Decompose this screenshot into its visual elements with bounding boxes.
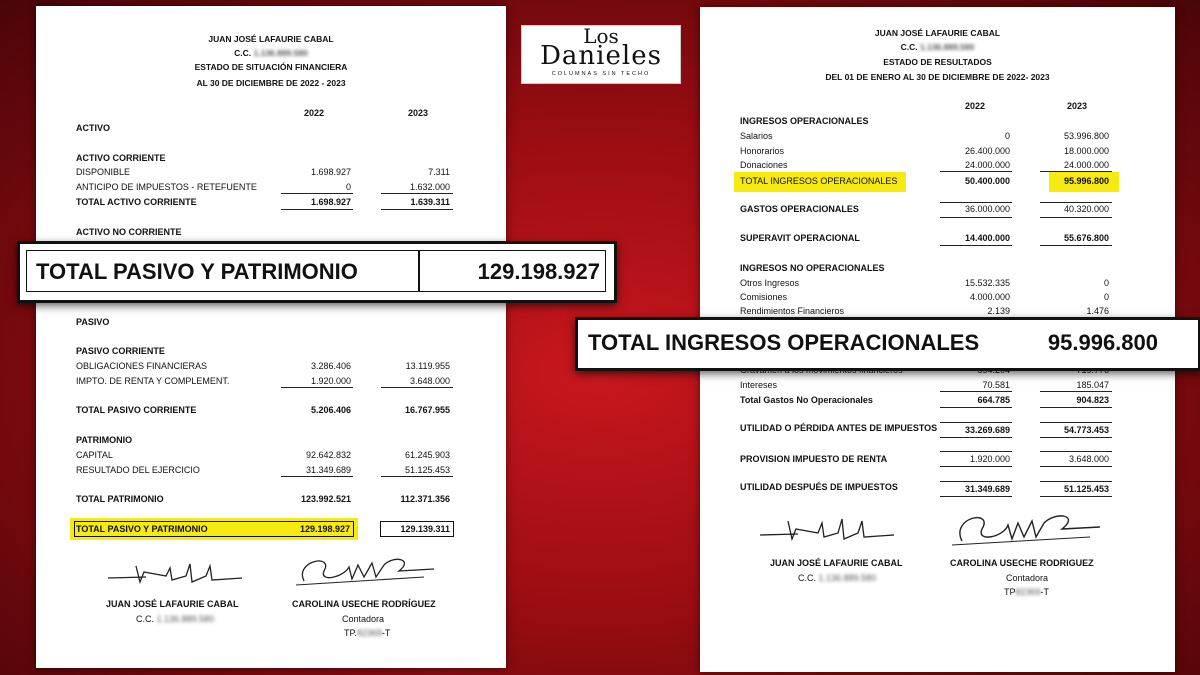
underline	[1040, 245, 1112, 246]
doc-owner-name: JUAN JOSÉ LAFAURIE CABAL	[208, 34, 334, 44]
underline	[1040, 391, 1112, 392]
row-value-2022: 92.642.832	[305, 450, 351, 460]
underline	[940, 466, 1012, 467]
row-value-2022: 15.532.335	[964, 278, 1010, 288]
row-value-2023: 51.125.453	[1063, 484, 1109, 494]
row-label: ANTICIPO DE IMPUESTOS - RETEFUENTE	[76, 182, 257, 192]
underline	[281, 193, 353, 194]
underline	[381, 476, 453, 477]
signer2-tp: TP82369-T	[1004, 587, 1050, 597]
row-value-2023: 53.996.800	[1063, 131, 1109, 141]
row-value-2023: 54.773.453	[1063, 425, 1109, 435]
underline	[281, 476, 353, 477]
underline	[940, 422, 1012, 423]
callout-total-pasivo-patrimonio	[17, 241, 617, 303]
row-value-2023: 129.139.311	[400, 524, 450, 534]
section-ingresos-no-operacionales: INGRESOS NO OPERACIONALES	[740, 263, 885, 273]
row-value-2022: 14.400.000	[964, 233, 1010, 243]
row-value-2023: 904.823	[1076, 395, 1109, 405]
doc-owner-name: JUAN JOSÉ LAFAURIE CABAL	[874, 28, 1001, 38]
year-2022-header: 2022	[965, 101, 986, 111]
row-label: TOTAL INGRESOS OPERACIONALES	[740, 176, 898, 186]
underline	[1040, 466, 1112, 467]
signer1-name: JUAN JOSÉ LAFAURIE CABAL	[106, 599, 239, 609]
signer2-tp: TP.82369-T	[344, 628, 391, 638]
signature-lafaurie-icon	[106, 558, 246, 586]
underline	[1040, 217, 1112, 218]
row-label: CAPITAL	[76, 450, 113, 460]
section-ingresos-operacionales: INGRESOS OPERACIONALES	[740, 116, 869, 126]
row-value-2022: 129.198.927	[299, 524, 350, 534]
row-value-2022: 24.000.000	[964, 160, 1010, 170]
doc-title: ESTADO DE SITUACIÓN FINANCIERA	[194, 62, 348, 72]
logo-line1: Los	[583, 24, 619, 48]
row-label: SUPERAVIT OPERACIONAL	[740, 233, 860, 243]
signer1-id: C.C. 1.136.889.580	[136, 614, 215, 624]
row-value-2023: 112.371.356	[400, 494, 450, 504]
row-value-2022: 664.785	[977, 395, 1010, 405]
row-value-2022: 31.349.689	[305, 465, 351, 475]
row-value-2022: 4.000.000	[969, 292, 1010, 302]
row-label: UTILIDAD DESPUÉS DE IMPUESTOS	[740, 482, 898, 492]
doc-owner-id: C.C. 1.136.889.580	[900, 42, 975, 52]
underline	[381, 387, 453, 388]
underline	[940, 481, 1012, 482]
underline	[1040, 451, 1112, 452]
balance-sheet-document	[36, 6, 506, 668]
row-value-2023: 18.000.000	[1063, 146, 1109, 156]
row-value-2022: 3.286.406	[310, 361, 351, 371]
row-value-2023: 7.311	[428, 167, 450, 177]
row-value-2023: 1.639.311	[410, 197, 450, 207]
row-label: PROVISION IMPUESTO DE RENTA	[740, 454, 888, 464]
underline	[1040, 481, 1112, 482]
row-value-2022: 0	[345, 182, 351, 192]
doc-period: DEL 01 DE ENERO AL 30 DE DICIEMBRE DE 2022- 2023	[825, 72, 1050, 82]
row-value-2023: 1.476	[1086, 306, 1109, 316]
section-patrimonio: PATRIMONIO	[76, 435, 133, 445]
underline	[940, 451, 1012, 452]
year-2023-header: 2023	[408, 108, 429, 118]
underline	[1040, 437, 1112, 438]
row-value-2022: 26.400.000	[964, 146, 1010, 156]
underline	[1040, 202, 1112, 203]
logo-line2: Danieles	[540, 41, 662, 71]
row-value-2023: 24.000.000	[1063, 160, 1109, 170]
row-value-2022: 1.920.000	[969, 454, 1010, 464]
row-value-2022: 36.000.000	[964, 204, 1010, 214]
row-value-2023: 40.320.000	[1063, 204, 1109, 214]
section-pasivo-corriente: PASIVO CORRIENTE	[76, 346, 165, 356]
doc-title: ESTADO DE RESULTADOS	[883, 57, 992, 67]
row-label: Otros Ingresos	[740, 278, 800, 288]
los-danieles-logo	[521, 25, 681, 84]
callout-label: TOTAL INGRESOS OPERACIONALES	[588, 330, 980, 355]
signature-useche-icon	[950, 507, 1110, 552]
underline	[1040, 422, 1112, 423]
row-label: UTILIDAD O PÉRDIDA ANTES DE IMPUESTOS	[740, 423, 938, 433]
row-label: Donaciones	[740, 160, 788, 170]
row-label: Intereses	[740, 380, 778, 390]
signer2-name: CAROLINA USECHE RODRIGUEZ	[950, 558, 1094, 568]
row-value-2023: 0	[1103, 292, 1109, 302]
doc-period: AL 30 DE DICIEMBRE DE 2022 - 2023	[196, 78, 346, 88]
doc-owner-id: C.C. 1.136.889.580	[234, 48, 308, 58]
row-value-2023: 55.676.800	[1063, 233, 1109, 243]
signer2-name: CAROLINA USECHE RODRÍGUEZ	[292, 599, 436, 609]
signer2-role: Contadora	[1006, 573, 1049, 583]
row-value-2022: 0	[1004, 131, 1010, 141]
row-label: Total Gastos No Operacionales	[740, 395, 873, 405]
section-activo: ACTIVO	[76, 123, 111, 133]
row-value-2022: 70.581	[982, 380, 1010, 390]
row-label: Rendimientos Financieros	[740, 306, 845, 316]
row-value-2022: 123.992.521	[300, 494, 351, 504]
underline	[940, 171, 1012, 172]
row-value-2022: 1.698.927	[310, 197, 351, 207]
callout-divider	[418, 250, 420, 291]
row-value-2023: 13.119.955	[405, 361, 450, 371]
row-value-2022: 50.400.000	[964, 176, 1010, 186]
row-value-2022: 2.139	[987, 306, 1010, 316]
row-value-2022: 33.269.689	[964, 425, 1010, 435]
underline	[940, 407, 1012, 408]
row-value-2022: 1.698.927	[310, 167, 351, 177]
row-label: Honorarios	[740, 146, 785, 156]
year-2022-header: 2022	[304, 108, 325, 118]
row-label: IMPTO. DE RENTA Y COMPLEMENT.	[76, 376, 230, 386]
signature-lafaurie-icon	[758, 513, 898, 543]
row-value-2023: 61.245.903	[404, 450, 450, 460]
signer1-id: C.C. 1.136.889.580	[798, 573, 877, 583]
row-value-2023: 3.648.000	[1068, 454, 1109, 464]
row-label: TOTAL PASIVO Y PATRIMONIO	[76, 524, 208, 534]
row-label: DISPONIBLE	[76, 167, 131, 177]
row-value-2023: 185.047	[1076, 380, 1109, 390]
signature-useche-icon	[294, 551, 444, 591]
underline	[940, 217, 1012, 218]
row-value-2022: 31.349.689	[964, 484, 1010, 494]
section-activo-corriente: ACTIVO CORRIENTE	[76, 153, 166, 163]
row-value-2023: 1.632.000	[409, 182, 450, 192]
underline	[1040, 496, 1112, 497]
row-value-2023: 3.648.000	[409, 376, 450, 386]
underline	[381, 193, 453, 194]
callout-total-ingresos-operacionales	[575, 317, 1200, 371]
year-2023-header: 2023	[1067, 101, 1088, 111]
signer2-role: Contadora	[342, 614, 385, 624]
underline	[381, 209, 453, 210]
row-label: TOTAL PATRIMONIO	[76, 494, 164, 504]
callout-label: TOTAL PASIVO Y PATRIMONIO	[36, 259, 358, 284]
section-activo-no-corriente: ACTIVO NO CORRIENTE	[76, 227, 182, 237]
underline	[281, 387, 353, 388]
underline	[1040, 407, 1112, 408]
row-label: OBLIGACIONES FINANCIERAS	[76, 361, 208, 371]
row-value-2022: 5.206.406	[310, 405, 351, 415]
signer1-name: JUAN JOSÉ LAFAURIE CABAL	[770, 558, 903, 568]
row-value-2023: 95.996.800	[1063, 176, 1109, 186]
row-label: TOTAL ACTIVO CORRIENTE	[76, 197, 197, 207]
row-label: TOTAL PASIVO CORRIENTE	[76, 405, 197, 415]
underline	[940, 202, 1012, 203]
row-label: GASTOS OPERACIONALES	[740, 204, 859, 214]
underline	[940, 245, 1012, 246]
underline	[940, 496, 1012, 497]
callout-value: 129.198.927	[477, 259, 600, 284]
logo-tagline: COLUMNAS SIN TECHO	[551, 71, 651, 77]
row-label: RESULTADO DEL EJERCICIO	[76, 465, 200, 475]
underline	[940, 391, 1012, 392]
row-value-2023: 51.125.453	[404, 465, 450, 475]
underline	[281, 209, 353, 210]
underline	[940, 437, 1012, 438]
row-label: Salarios	[740, 131, 773, 141]
row-label: Comisiones	[740, 292, 788, 302]
section-pasivo: PASIVO	[76, 317, 110, 327]
row-value-2023: 16.767.955	[404, 405, 450, 415]
callout-value: 95.996.800	[1047, 330, 1158, 355]
row-value-2023: 0	[1103, 278, 1109, 288]
row-value-2022: 1.920.000	[310, 376, 351, 386]
